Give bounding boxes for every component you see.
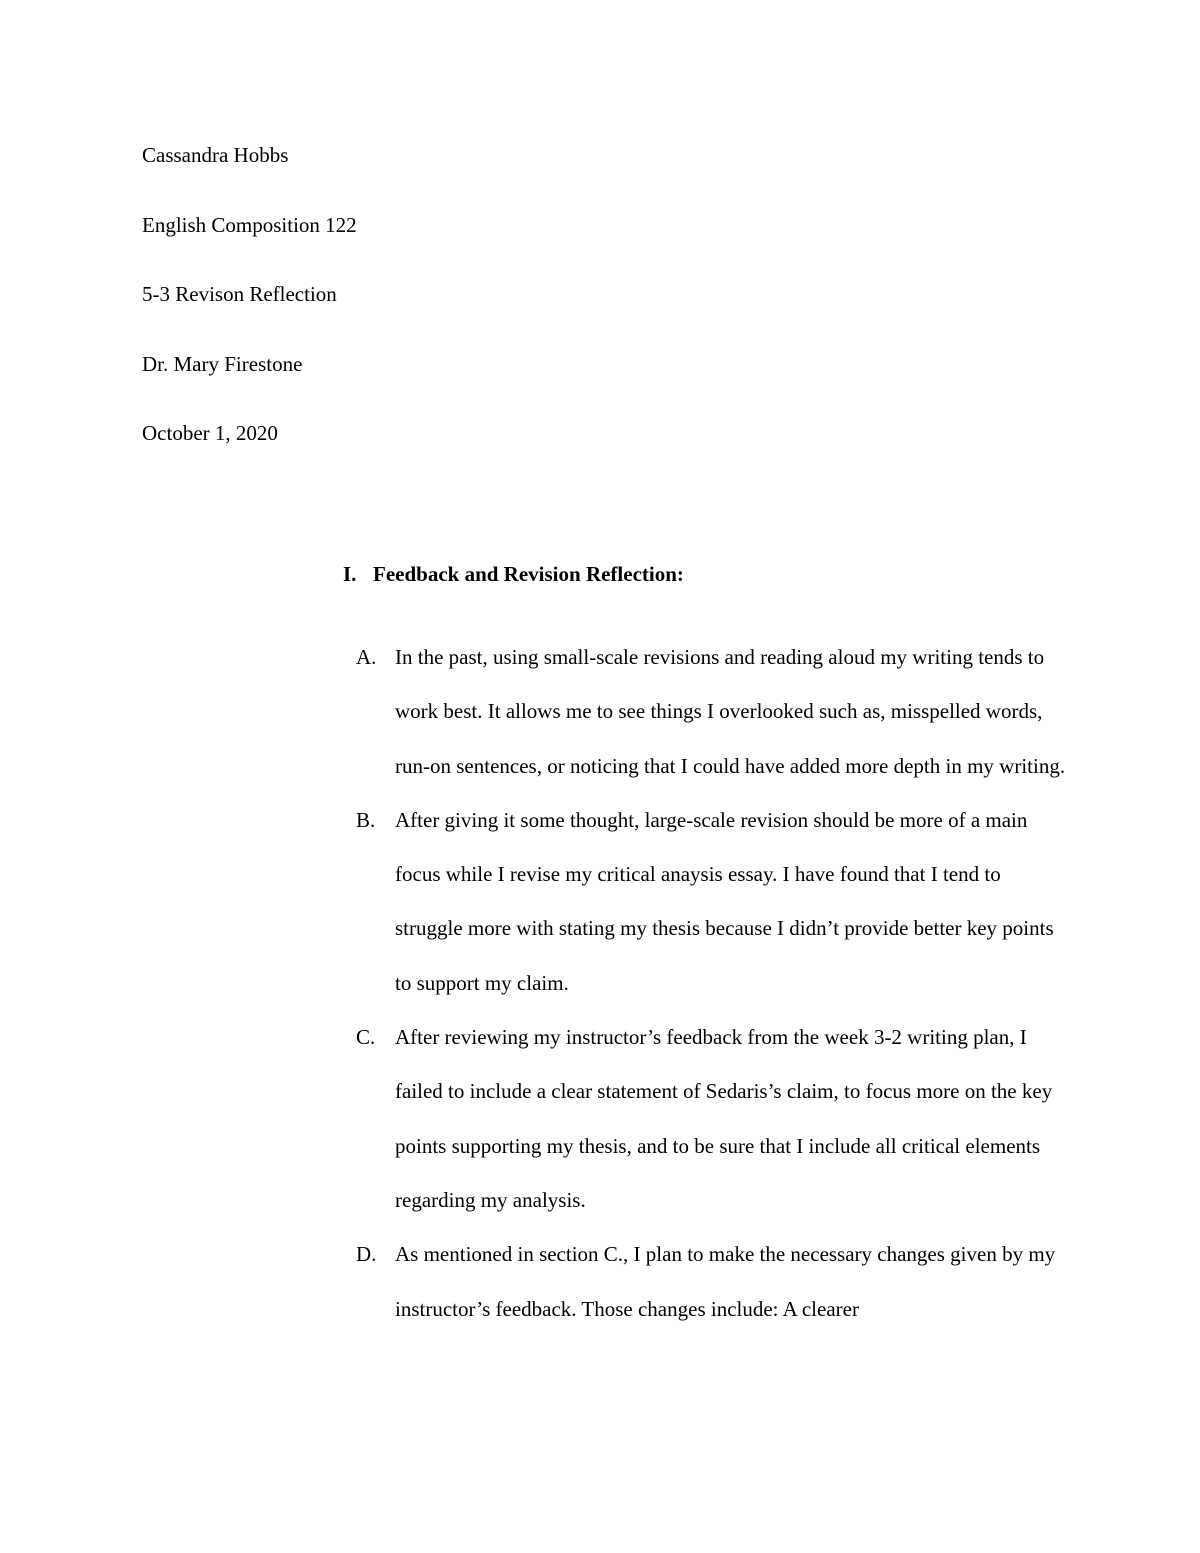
list-item-text: As mentioned in section C., I plan to make the necessary changes given by my instructor’s feedback. Those changes include: A clearer	[395, 1242, 1056, 1321]
instructor-name: Dr. Mary Firestone	[142, 351, 303, 376]
list-item-text: After giving it some thought, large-scale revision should be more of a main focus while I revise my critical anaysis essay. I have found that I tend to struggle more with stating my thesis because I didn’t provide better key points to support my claim.	[395, 807, 1054, 995]
header-block	[142, 140, 842, 488]
list-item-b	[356, 793, 1076, 1010]
document-date: October 1, 2020	[142, 421, 278, 445]
section-number: I.	[343, 562, 357, 586]
list-item-c	[356, 1010, 1076, 1227]
section-title: Feedback and Revision Reflection:	[373, 562, 684, 586]
course-name: English Composition 122	[142, 212, 357, 237]
list-item-text: In the past, using small-scale revisions and reading aloud my writing tends to work best. It allows me to see things I overlooked such as, misspelled words, run-on sentences, or noticing that I could have added more depth in my writing.	[395, 645, 1066, 778]
student-name: Cassandra Hobbs	[142, 143, 289, 167]
list-item-d	[356, 1227, 1076, 1336]
list-item-a	[356, 630, 1076, 793]
list-marker: D.	[356, 1242, 377, 1267]
list-marker: C.	[356, 1025, 376, 1050]
reflection-list	[356, 630, 1076, 1336]
list-marker: A.	[356, 645, 377, 669]
assignment-title: 5-3 Revison Reflection	[142, 282, 337, 306]
section-heading	[343, 559, 684, 590]
list-item-text: After reviewing my instructor’s feedback from the week 3-2 writing plan, I failed to include a clear statement of Sedaris’s claim, to focus more on the key points supporting my thesis, and to be sure that I include all critical elements regarding my analysis.	[395, 1025, 1053, 1212]
list-marker: B.	[356, 807, 376, 832]
